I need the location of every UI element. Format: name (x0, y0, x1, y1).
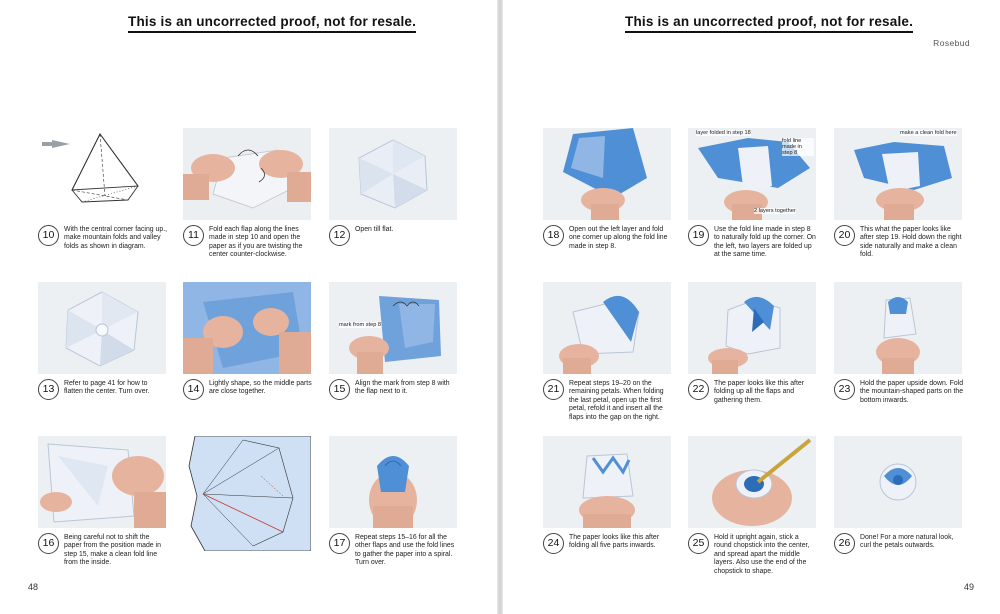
step-22 (688, 282, 818, 405)
step-text: Being careful not to shift the paper from the position made in step 15, make a clean fold line from the inside. (64, 534, 161, 567)
page-number-right: 49 (963, 582, 974, 592)
step-11-photo (183, 128, 311, 220)
step-text: Hold it upright again, stick a round chopstick into the center, and spread apart the middle layers. Also use the end of the chopstick to shape. (714, 534, 810, 575)
proof-banner: This is an uncorrected proof, not for resale. (128, 14, 416, 33)
step-text: The paper looks like this after folding up all the flaps and gathering them. (714, 380, 805, 404)
step-20 (834, 128, 964, 260)
step-22-photo (688, 282, 816, 374)
step-number: 22 (688, 379, 709, 400)
step-number: 26 (834, 533, 855, 554)
step-15-photo (329, 282, 457, 374)
step-23-photo (834, 282, 962, 374)
right-page (503, 0, 1000, 614)
clean-fold-label: make a clean fold here (900, 130, 957, 136)
step-number: 25 (688, 533, 709, 554)
step-text: This what the paper looks like after step 19. Hold down the right side naturally and make a clean fold. (860, 226, 962, 259)
step-11 (183, 128, 313, 260)
step-19-photo (688, 128, 816, 220)
step-text: Use the fold line made in step 8 to naturally fold up the corner. On the left, two layers are folded up at the same time. (714, 226, 816, 259)
step-12-photo (329, 128, 457, 220)
step-24 (543, 436, 673, 554)
step-number: 21 (543, 379, 564, 400)
step-10 (38, 128, 168, 251)
step-number: 19 (688, 225, 709, 246)
step-26 (834, 436, 964, 554)
step-number: 24 (543, 533, 564, 554)
step-text: With the central corner facing up., make mountain folds and valley folds as shown in diagram. (64, 226, 168, 250)
step-number: 23 (834, 379, 855, 400)
step-text: Done! For a more natural look, curl the petals outwards. (860, 534, 954, 550)
step-13-photo (38, 282, 166, 374)
step-number: 14 (183, 379, 204, 400)
fold-diagram-drawing (183, 436, 311, 551)
step-text: Fold each flap along the lines made in step 10 and open the paper as if you are twisting the center counter-clockwise. (209, 226, 303, 259)
step-15 (329, 282, 459, 400)
proof-banner: This is an uncorrected proof, not for resale. (625, 14, 913, 33)
step-text: Open out the left layer and fold one corner up along the fold line made in step 8. (569, 226, 668, 250)
step-number: 12 (329, 225, 350, 246)
step-text: Open till flat. (355, 226, 394, 233)
step-text: Align the mark from step 8 with the flap next to it. (355, 380, 450, 396)
step-text: Hold the paper upside down. Fold the mountain-shaped parts on the bottom inwards. (860, 380, 964, 404)
step-25 (688, 436, 818, 576)
step-13 (38, 282, 168, 400)
two-layers-label: 2 layers together (754, 208, 796, 214)
step-number: 20 (834, 225, 855, 246)
step-21-photo (543, 282, 671, 374)
step-16 (38, 436, 168, 568)
step-14 (183, 282, 313, 400)
fold-diagram (183, 436, 313, 551)
step-text: The paper looks like this after folding all five parts inwards. (569, 534, 660, 550)
step-19 (688, 128, 818, 260)
left-page (0, 0, 497, 614)
step-number: 11 (183, 225, 204, 246)
arrow-icon (52, 140, 70, 148)
running-head: Rosebud (933, 38, 970, 48)
step-number: 18 (543, 225, 564, 246)
step-number: 16 (38, 533, 59, 554)
step-24-photo (543, 436, 671, 528)
step-20-photo (834, 128, 962, 220)
page-number-left: 48 (28, 582, 39, 592)
step-12 (329, 128, 459, 246)
step-text: Repeat steps 15–16 for all the other flaps and use the fold lines to gather the paper into a spiral. Turn over. (355, 534, 455, 567)
step-23 (834, 282, 964, 405)
fold-line-label: fold line made in step 8 (782, 138, 814, 156)
step-18 (543, 128, 673, 251)
mark-label: mark from step 8 (339, 322, 381, 328)
step-text: Lightly shape, so the middle parts are close together. (209, 380, 312, 396)
step-17-photo (329, 436, 457, 528)
step-number: 10 (38, 225, 59, 246)
step-21 (543, 282, 673, 422)
step-number: 17 (329, 533, 350, 554)
step-14-photo (183, 282, 311, 374)
step-17 (329, 436, 459, 568)
step-16-photo (38, 436, 166, 528)
step-18-photo (543, 128, 671, 220)
step-text: Refer to page 41 for how to flatten the center. Turn over. (64, 380, 150, 396)
step-25-photo (688, 436, 816, 528)
step-10-diagram (38, 128, 166, 220)
step-number: 15 (329, 379, 350, 400)
layer-folded-label: layer folded in step 18 (696, 130, 751, 136)
step-text: Repeat steps 19–20 on the remaining petals. When folding the last petal, open up the first petal, refold it and insert all the flaps into the gap on the right. (569, 380, 664, 421)
step-26-photo (834, 436, 962, 528)
step-number: 13 (38, 379, 59, 400)
